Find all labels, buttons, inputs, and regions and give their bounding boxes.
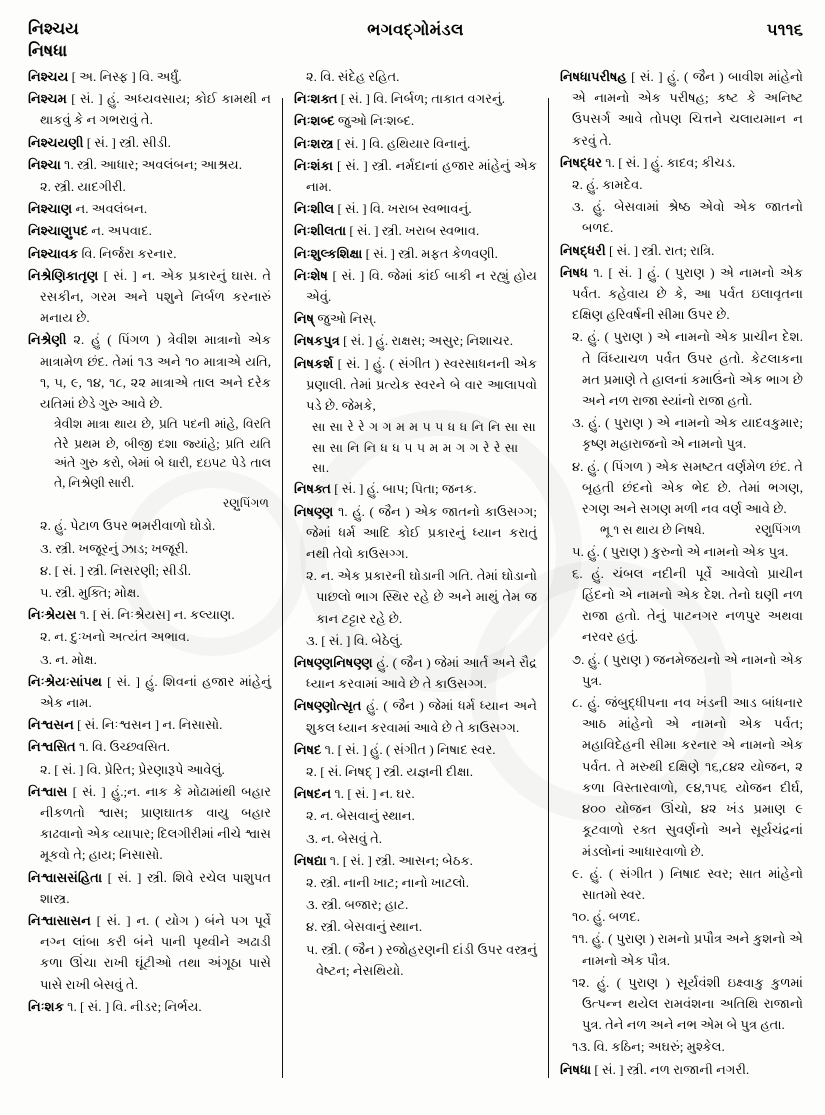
entry-definition: ન. અવલંબન. — [72, 201, 148, 217]
dictionary-entry — [28, 671, 271, 713]
dictionary-entry — [28, 154, 271, 175]
inline-note: ભૂ ૧ સ થાય છે નિષધે. — [600, 523, 705, 538]
entry-headword: નિશ્ચાણ — [28, 201, 73, 217]
dictionary-entry — [294, 783, 537, 804]
dictionary-entry — [294, 652, 537, 694]
entry-sense: ૫. હું. ( પુરાણ ) કુરુનો એ નામનો એક પુત્ર. — [572, 543, 789, 559]
entry-headword: નિષદન — [294, 786, 332, 802]
entry-headword: નિશ્ચય — [28, 69, 69, 84]
entry-headword: નિશ્ચા — [28, 156, 61, 172]
source-attribution: રણુપિંગળ — [755, 522, 801, 537]
entry-definition: ૧. [ સં. ] હું. ( પુરાણ ) એ નામનો એક પર્વત. કહેવાય છે કે, આ પર્વત ઇલાવૃતના દક્ષિણ હરિવર્ષની સીમા ઉપર છે. — [572, 264, 803, 323]
entry-headword: નિશ્વાસ — [28, 783, 68, 799]
entry-definition: [ સં. ] ન. ( યોગ ) બંને પગ પૂર્વે નગ્ન લાંબા કરી બંને પાની પૃથ્વીને અઢાડી કળા ઊંચા રાખી ઘૂંટીઓ તથા અંગૂઠા પાસે પાસે રાખી બેસવું તે. — [40, 913, 271, 992]
entry-sense: ૨. ન. બેસવાનું સ્થાન. — [306, 808, 415, 824]
entry-headword: નિઃશીલ — [294, 201, 335, 217]
dictionary-entry — [294, 155, 537, 197]
entry-sense: ૨. હું. કામદેવ. — [572, 177, 643, 193]
entry-headword: નિષ્ — [294, 311, 315, 327]
book-title: ભગવદ્ગોમંડલ — [367, 20, 464, 39]
dictionary-entry — [28, 867, 271, 909]
entry-definition: ૧. હું. ( જૈન ) એક જાતનો કાઉસગ્ગ; જેમાં ધર્મ આદિ કોઈ પ્રકારનું ધ્યાન કરાતું નથી તેવો કાઉસગ્ગ. — [306, 503, 537, 562]
source-attribution: રણુપિંગળ — [223, 495, 269, 510]
entry-headword: નિશ્ચાણુપદ — [28, 223, 89, 239]
page-header — [28, 18, 803, 64]
entry-definition: ૧. [ સં. ] ન. ઘર. — [331, 786, 415, 802]
entry-sense: ૧૨. હું. ( પુરાણ ) સૂર્યવંશી ઇક્ષ્વાકુ કુળમાં ઉત્પન્ન થયેલ રામવંશના અતિથિ રાજાનો પુત્ર. તેને નળ અને નભ એમ બે પુત્ર હતા. — [572, 974, 803, 1033]
entry-definition: [ અ. નિસ્ફ ] વિ. અર્ધું. — [68, 69, 182, 84]
entry-headword: નિઃશસ્ત્ર — [294, 135, 334, 151]
entry-headword: નિષધાપરીષહ — [560, 69, 627, 84]
entry-definition: ૧. [ સં. ] હું. કાદવ; કીચડ. — [601, 154, 736, 170]
entry-sense: ૬. હું. ચંબલ નદીની પૂર્વે આવેલો પ્રાચીન હિંદનો એ નામનો એક દેશ. તેનો ઘણી નળ રાજા હતો. તેનું પાટનગર નળપુર અથવા નરવર હતું. — [572, 565, 803, 645]
entry-headword: નિષણ્ણોત્સૃત — [294, 698, 362, 714]
entry-definition: [ સં. ] વિ. ખરાબ સ્વભાવનું. — [334, 201, 472, 217]
dictionary-column-3 — [549, 66, 803, 1106]
entry-sense: ૨. [ સં. ] વિ. પ્રેરિત; પ્રેરણારૂપે આવેલું. — [40, 761, 225, 777]
entry-sense: ૪. [ સં. ] સ્ત્રી. નિસરણી; સીડી. — [40, 562, 191, 578]
entry-headword: નિશ્ચાવક — [28, 245, 79, 261]
entry-definition: ૧. [ સં. નિઃશ્રેયસ] ન. કલ્યાણ. — [76, 607, 235, 623]
dictionary-entry — [294, 133, 537, 154]
entry-sense: ૩. [ સં. ] વિ. બેઠેલું. — [306, 632, 403, 648]
dictionary-entry — [560, 1059, 803, 1080]
entry-sense: ૨. વિ. સંદેહ રહિત. — [306, 69, 400, 84]
entry-definition: [ સં. ] સ્ત્રી. નળ રાજાની નગરી. — [591, 1061, 750, 1077]
entry-sense: ૪. હું. ( પિંગળ ) એક સમષ્ટત વર્ણમેળ છંદ. તે બૃહતી છંદનો એક ભેદ છે. તેમાં ભગણ, રગણ અને સગણ મળી નવ વર્ણ આવે છે. — [572, 458, 803, 517]
column-container — [28, 66, 803, 1106]
entry-headword: નિશ્રેણી — [28, 332, 67, 348]
entry-headword: નિઃશંકા — [294, 157, 334, 173]
entry-headword: નિષદ્ધરી — [560, 242, 606, 258]
catchword-bottom: નિષધા — [28, 41, 68, 61]
entry-definition: [ સં. ] સ્ત્રી. શિવે રચેલ પાશુપત શાસ્ત્ર. — [40, 869, 271, 906]
entry-headword: નિશ્વાસાસન — [28, 913, 91, 929]
entry-sense: ૨. સ્ત્રી. નાની ખાટ; નાનો ખાટલો. — [306, 875, 469, 891]
entry-headword: નિઃશક્ત — [294, 91, 338, 107]
entry-headword: નિષધા — [560, 1061, 592, 1077]
entry-definition: ૧. [ સં. ] સ્ત્રી. આસન; બેઠક. — [326, 852, 473, 868]
entry-headword: નિશ્ચયણી — [28, 134, 84, 150]
entry-sense: ૨. ન. દુઃખનો અત્યંત અભાવ. — [40, 629, 190, 645]
dictionary-entry — [294, 243, 537, 264]
entry-sense: ૨. હું. પેટાળ ઉપર ભમરીવાળો ઘોડો. — [40, 518, 216, 534]
dictionary-entry — [294, 739, 537, 760]
entry-definition: [ સં. ] હું. શિવનાં હજાર માંહેનું એક નામ. — [40, 673, 271, 711]
dictionary-entry — [28, 996, 271, 1017]
entry-sense: ૩. હું. ( પુરાણ ) એ નામનો એક યાદવકુમાર; કૃષ્ણ મહારાજનો એ નામનો પુત્ર. — [572, 415, 803, 452]
dictionary-entry — [28, 198, 271, 219]
dictionary-entry — [294, 265, 537, 307]
entry-sense: ૩. ન. મોક્ષ. — [40, 651, 97, 667]
entry-headword: નિઃશક — [28, 998, 64, 1014]
entry-definition: જુઓ નિઃશબ્દ. — [334, 113, 415, 129]
running-catchwords — [28, 18, 148, 63]
dictionary-entry — [294, 353, 537, 417]
entry-sense: ૮. હું. જંબુદ્ધીપના નવ ખંડની આડ બાંધનાર આઠ માંહેનો એ નામનો એક પર્વત; મહાવિદેહની સીમા કરનાર એ નામનો એક પર્વત. તે મરુથી દક્ષિણે ૧૬,૮૪૨ યોજન, ૨ કળા વિસ્તારવાળો, ૯૪,૧૫૬ યોજન દીર્ઘ, ૪૦૦ યોજન ઊંચો, ૪૨ ખંડ પ્રમાણ ૯ કૂટવાળો રક્ત સુવર્ણનો અને સૂર્યચંદ્રનાં મંડલોનાં આધારવાળો છે. — [572, 695, 803, 859]
entry-sense: ૧૧. હું. ( પુરાણ ) રામનો પ્રપૌત્ર અને કુશનો એ નામનો એક પૌત્ર. — [572, 931, 803, 968]
entry-headword: નિઃશ્રેયઃસાંપથ — [28, 673, 102, 689]
dictionary-entry — [560, 240, 803, 261]
entry-headword: નિશ્ચમ — [28, 91, 67, 107]
dictionary-entry — [28, 781, 271, 866]
dictionary-entry — [294, 501, 537, 565]
entry-headword: નિશ્રેણિકાતૃણ — [28, 267, 99, 283]
dictionary-entry — [28, 736, 271, 757]
entry-headword: નિશ્વસિત — [28, 739, 76, 755]
dictionary-entry — [294, 478, 537, 499]
entry-headword: નિઃશ્રેયસ — [28, 607, 77, 623]
dictionary-entry — [28, 265, 271, 329]
entry-sense: ૧૦. હું. બળદ. — [572, 909, 641, 925]
entry-definition: ૨. હું ( પિંગળ ) ત્રેવીશ માત્રાનો એક માત્રામેળ છંદ. તેમાં ૧૩ અને ૧૦ માત્રાએ યતિ, ૧, ૫, ૯, ૧૪, ૧૮, ૨૨ માત્રાએ તાલ અને દરેક યતિમાં છેડે ગુરુ આવે છે. — [40, 332, 271, 412]
dictionary-entry — [28, 243, 271, 264]
dictionary-entry — [28, 132, 271, 153]
entry-definition: વિ. નિર્જરા કરનાર. — [78, 245, 177, 261]
entry-headword: નિષકર્શ — [294, 355, 334, 371]
entry-definition: ૧. [ સં. ] હું. ( સંગીત ) નિષાદ સ્વર. — [321, 741, 496, 757]
dictionary-entry — [294, 220, 537, 241]
entry-definition: [ સં. ] સ્ત્રી. ખરાબ સ્વભાવ. — [346, 223, 480, 239]
dictionary-entry — [560, 66, 803, 151]
entry-headword: નિષદ — [294, 741, 322, 757]
dictionary-entry — [560, 262, 803, 326]
entry-sense: ૨. હું. ( પુરાણ ) એ નામનો એક પ્રાચીન દેશ. તે વિંધ્યાચળ પર્વત ઉપર હતો. કેટલાકના મત પ્રમાણે તે હાલનાં કમાઉંનો એક ભાગ છે અને નળ રાજા સ્યાંનો રાજા હતો. — [572, 329, 803, 409]
dictionary-entry — [28, 329, 271, 414]
entry-sense: ૩. હું. બેસવામાં શ્રેષ્ઠ એવો એક જાતનો બળદ. — [572, 199, 803, 236]
entry-sense: ૩. સ્ત્રી. ખજૂરનું ઝાડ; ખજૂરી. — [40, 540, 189, 556]
entry-definition: હું. ( જૈન ) જેમાં ધર્મ ધ્યાન અને શુકલ ધ્યાન કરવામાં આવે છે તે કાઉસગ્ગ. — [306, 698, 537, 735]
musical-notation: સા સા રે રે ગ ગ મ મ ૫ ૫ ધ ધ નિ નિ સા સા સા સા નિ નિ ધ ધ ૫ ૫ મ મ ગ ગ રે રે સા સા. — [312, 420, 537, 476]
entry-sense: ૨. સ્ત્રી. યાદગીરી. — [40, 179, 126, 195]
entry-headword: નિષણ્ણ — [294, 503, 334, 519]
entry-definition: ૧. સ્ત્રી. આધાર; અવલંબન; આશ્રય. — [60, 156, 242, 172]
entry-definition: [ સં. ] વિ. જેમાં કાંઈ બાકી ન રહ્યું હોય એવું. — [306, 267, 537, 305]
dictionary-entry — [28, 714, 271, 735]
entry-headword: નિષકપુત્ર — [294, 333, 340, 349]
entry-definition: [ સં. ] હું. અધ્યવસાય; કોઈ કામથી ન થાકવું કે ન ગભરાવું તે. — [40, 91, 271, 128]
entry-definition: હું. ( જૈન ) જેમાં આર્ત અને રૌદ્ર ધ્યાન કરવામાં આવે છે તે કાઉસગ્ગ. — [306, 655, 537, 692]
entry-sense: ૯. હું. ( સંગીત ) નિષાદ સ્વર; સાત માંહેનો સાતમો સ્વર. — [572, 865, 803, 902]
entry-headword: નિઃશીલતા — [294, 223, 347, 239]
entry-headword: નિઃશુલ્કશિક્ષા — [294, 245, 363, 261]
dictionary-entry — [294, 88, 537, 109]
entry-definition: [ સં. ] હું. બાપ; પિતા; જનક. — [330, 481, 477, 497]
entry-sense: ૩. સ્ત્રી. બજાર; હાટ. — [306, 897, 409, 913]
page-number: ૫૧૧૬ — [766, 20, 803, 39]
entry-headword: નિશ્વસન — [28, 717, 74, 733]
entry-definition: [ સં. ] સ્ત્રી. રાત; રાત્રિ. — [605, 242, 715, 258]
entry-headword: નિશ્વાસસંહિતા — [28, 869, 103, 885]
entry-headword: નિષદ્યા — [294, 852, 327, 868]
entry-definition: જુઓ નિસ્. — [314, 311, 377, 327]
entry-definition: ન. અપવાદ. — [88, 223, 152, 239]
entry-definition: [ સં. નિઃશ્વસન ] ન. નિસાસો. — [73, 717, 223, 733]
catchword-top: નિશ્ચય — [28, 19, 79, 38]
dictionary-entry — [294, 695, 537, 737]
entry-headword: નિષદ્ધર — [560, 154, 602, 170]
entry-definition: [ સં. ] હું. રાક્ષસ; અસુર; નિશાચર. — [339, 333, 514, 349]
entry-definition: [ સં. ] હું. ( સંગીત ) સ્વરસાધનની એક પ્રણાલી. તેમાં પ્રત્યેક સ્વરને બે વાર આલાપવો પડે છે. જેમકે, — [306, 355, 537, 414]
dictionary-column-1 — [28, 66, 282, 1106]
entry-sense: ૪. સ્ત્રી. બેસવાનું સ્થાન. — [306, 919, 423, 935]
entry-headword: નિષક્ત — [294, 481, 331, 497]
entry-headword: નિષધ — [560, 264, 588, 280]
entry-definition: [ સં. ] વિ. હથિયાર વિનાનું. — [333, 135, 471, 151]
dictionary-entry — [28, 66, 271, 87]
entry-headword: નિઃશબ્દ — [294, 113, 335, 129]
entry-sense: ૩. ન. બેસવું તે. — [306, 830, 383, 846]
entry-headword: નિઃશેષ — [294, 267, 328, 283]
entry-definition: [ સં. ] ન. એક પ્રકારનું ઘાસ. તે રસકીન, ગરમ અને પશુને નિર્બળ કરનારું મનાય છે. — [40, 267, 271, 326]
entry-definition: [ સં. ] હું.;ન. નાક કે મોઢામાંથી બહાર નીકળતો શ્વાસ; પ્રાણઘાતક વાયુ બહાર કાઢવાનો એક વ્યાપાર; દિલગીરીમાં નીચે શ્વાસ મૂકવો તે; હાય; નિસાસો. — [40, 783, 271, 863]
dictionary-column-2 — [283, 66, 548, 1106]
entry-definition: [ સં. ] વિ. નિર્બળ; તાકાત વગરનું. — [337, 91, 506, 107]
entry-definition: ૧. [ સં. ] વિ. નીડર; નિર્ભય. — [63, 998, 202, 1014]
dictionary-entry — [294, 198, 537, 219]
dictionary-entry — [28, 220, 271, 241]
dictionary-entry — [294, 330, 537, 351]
entry-definition: [ સં. ] હું. ( જૈન ) બાવીશ માંહેનો એ નામનો એક પરીષહ; કષ્ટ કે અનિષ્ટ ઉપસર્ગ આવે તોપણ ચિત્તને ચલાયમાન ન કરવું તે. — [572, 69, 803, 148]
entry-definition: [ સં. ] સ્ત્રી. સીડી. — [83, 134, 171, 150]
dictionary-entry — [294, 308, 537, 329]
dictionary-entry — [560, 152, 803, 173]
entry-sense: ૧૩. વિ. કઠિન; અઘરું; મુશ્કેલ. — [572, 1039, 725, 1055]
dictionary-entry — [28, 88, 271, 130]
inline-note-row — [560, 520, 803, 540]
entry-sense: ૭. હું. ( પુરાણ ) જનમેજયનો એ નામનો એક પુત્ર. — [572, 651, 803, 688]
entry-headword: નિષણ્ણનિષણ્ણ — [294, 655, 373, 671]
entry-definition: [ સં. ] સ્ત્રી. નર્મદાનાં હજાર માંહેનું એક નામ. — [306, 157, 537, 195]
entry-sense: ૨. [ સં. નિષદ્ ] સ્ત્રી. યજ્ઞની દીક્ષા. — [306, 764, 473, 780]
entry-definition: ૧. વિ. ઉચ્છ્વસિત. — [75, 739, 170, 755]
entry-sense: ૫. સ્ત્રી. મુક્તિ; મોક્ષ. — [40, 585, 140, 600]
quoted-verse: ત્રેવીશ માત્રા થાય છે, પ્રતિ પદની માંહે, વિરતિ તેરે પ્રથમ છે, બીજી દશા જ્યાંહે; પ્રતિ યતિ અંતે ગુરુ કરો, બેમાં બે ધારી, દઇપટ પેડે તાલ તે, નિશ્રેણી સારી. — [54, 417, 271, 491]
entry-sense: ૫. સ્ત્રી. ( જૈન ) રજોહરણની દાંડી ઉપર વસ્ત્રનું વેષ્ટન; નેસથિયો. — [306, 941, 537, 978]
entry-sense: ૨. ન. એક પ્રકારની ઘોડાની ગતિ. તેમાં ઘોડાનો પાછલો ભાગ સ્થિર રહે છે અને માથું તેમ જ કાન ટટ્ટાર રહે છે. — [306, 568, 537, 626]
dictionary-entry — [28, 910, 271, 995]
entry-definition: [ સં. ] સ્ત્રી. મફત કેળવણી. — [362, 245, 498, 261]
dictionary-entry — [294, 110, 537, 131]
dictionary-entry — [294, 850, 537, 871]
dictionary-entry — [28, 604, 271, 625]
